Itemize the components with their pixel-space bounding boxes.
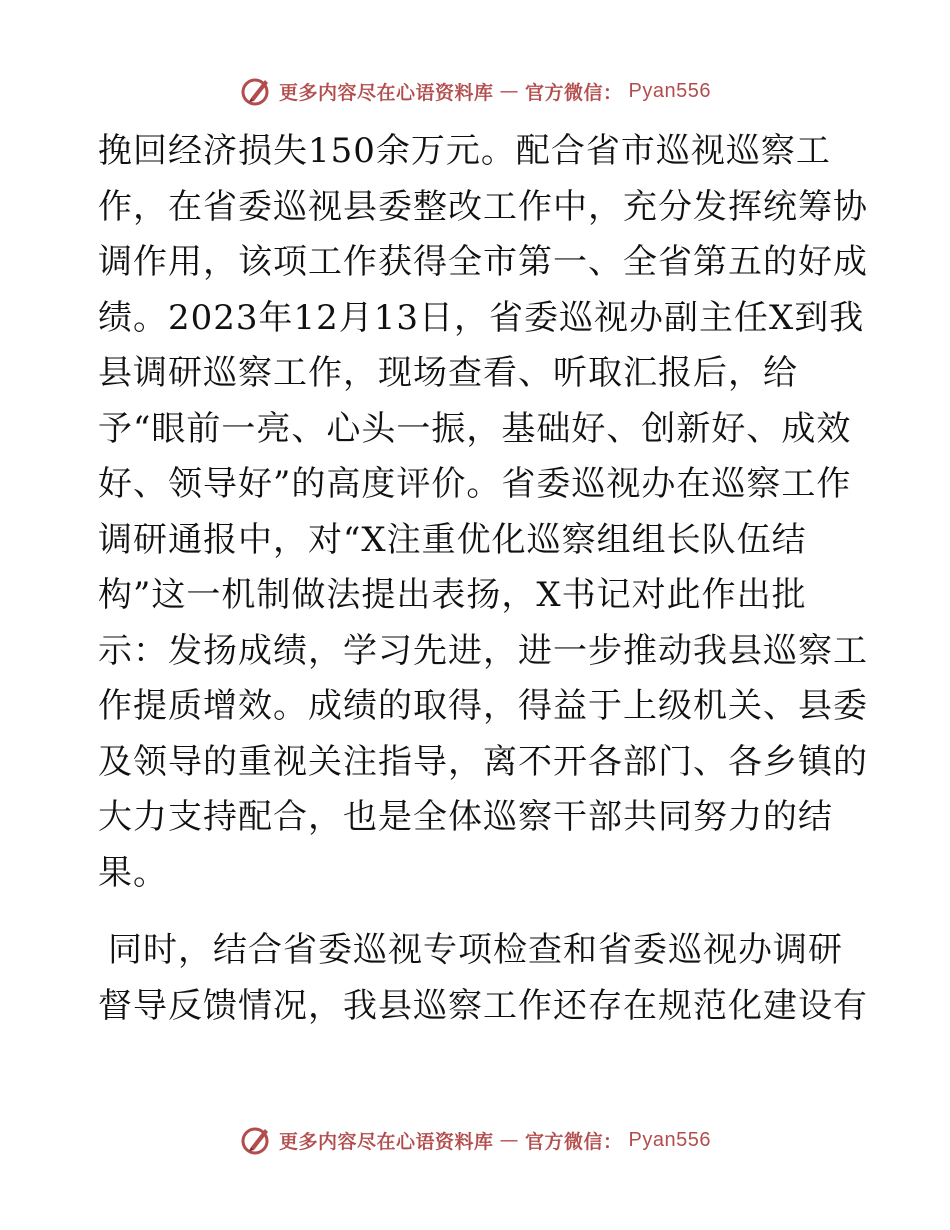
text-line: 果。 <box>98 852 168 893</box>
text-line: 予“眼前一亮、心头一振，基础好、创新好、成效 <box>98 408 852 449</box>
paragraph-1 <box>98 124 868 901</box>
paragraph-2 <box>98 923 868 1034</box>
text-line: 调作用，该项工作获得全市第一、全省第五的好成 <box>98 242 868 282</box>
header-banner-wechat-id: Pyan556 <box>628 79 711 102</box>
text-line: 调研通报中，对“X注重优化巡察组组长队伍结 <box>98 519 807 560</box>
text-line: 县调研巡察工作，现场查看、听取汇报后，给 <box>98 353 798 393</box>
footer-banner-wechat-id: Pyan556 <box>628 1128 711 1151</box>
footer-banner <box>0 1120 950 1160</box>
document-body <box>98 124 868 1034</box>
header-banner <box>0 71 950 111</box>
text-line: 作，在省委巡视县委整改工作中，充分发挥统筹协 <box>98 186 868 227</box>
text-line: 作提质增效。成绩的取得，得益于上级机关、县委 <box>98 686 868 726</box>
text-line: 示：发扬成绩，学习先进，进一步推动我县巡察工 <box>98 630 868 671</box>
text-line: 大力支持配合，也是全体巡察干部共同努力的结 <box>98 797 833 837</box>
header-banner-dash: — <box>499 80 520 102</box>
text-line: 绩。2023年12月13日，省委巡视办副主任X到我 <box>98 297 865 338</box>
footer-banner-dash: — <box>499 1129 520 1151</box>
text-line: 督导反馈情况，我县巡察工作还存在规范化建设有 <box>98 985 868 1026</box>
pen-circle-logo-icon <box>239 74 273 108</box>
paragraph-spacer <box>98 901 858 923</box>
text-line: 好、领导好”的高度评价。省委巡视办在巡察工作 <box>98 464 852 504</box>
text-line: 构”这一机制做法提出表扬，X书记对此作出批 <box>98 575 807 615</box>
text-line: 同时，结合省委巡视专项检查和省委巡视办调研 <box>108 930 843 970</box>
header-banner-wechat-label: 官方微信： <box>525 81 623 104</box>
footer-banner-wechat-label: 官方微信： <box>525 1130 623 1153</box>
text-line: 挽回经济损失150余万元。配合省市巡视巡察工 <box>98 131 831 171</box>
text-line: 及领导的重视关注指导，离不开各部门、各乡镇的 <box>98 741 868 782</box>
pen-circle-logo-icon <box>239 1123 273 1157</box>
header-banner-main-text: 更多内容尽在心语资料库 <box>279 81 494 104</box>
footer-banner-main-text: 更多内容尽在心语资料库 <box>279 1130 494 1153</box>
